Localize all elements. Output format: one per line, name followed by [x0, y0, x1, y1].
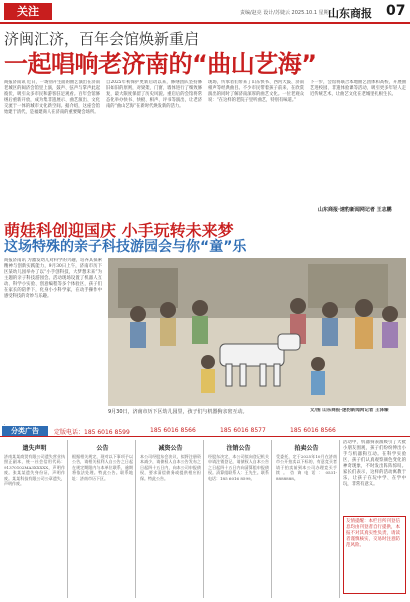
ad-title-1: 遗失声明 [22, 445, 47, 452]
story2-column-2: 活动中，机器狗表演吸引了大批小朋友围观，孩子们纷纷伸出小手与机器狗互动。在科学实验区，孩子们认真观察颜色变化的神奇现象，不时发出阵阵惊叹。家长们表示，这样的活动寓教于乐，让孩子在玩中学、在学中玩，非常有意义。 [343, 440, 406, 487]
story2-column-1: 商报济南讯 为激发幼儿对科学的兴趣，培养其探索精神与创新实践能力，9月30日上午，济南市历下区某幼儿园举办了以“小手创科技，大梦想未来”为主题的亲子科技游园会。活动现场设置了机器人互动、科学小实验、创意编程等多个体验区，孩子们在家长的陪伴下，化身小小科学家，在动手操作中感受科技的奇妙与乐趣。 [4, 258, 102, 299]
page-number: 07 [386, 3, 406, 19]
story2-byline: 文/图 山东商报·速豹新闻网记者 王泽臻 [310, 408, 389, 413]
ad-column-2 [70, 440, 136, 598]
ads-phone-4: 185 6016 8566 [290, 427, 336, 434]
story2-headline: 这场特殊的亲子科技游园会与你“童”乐 [4, 239, 247, 255]
ad-column-5 [274, 440, 340, 598]
story2-column-3 [4, 424, 5, 425]
story2-column-3-anchor [310, 258, 311, 259]
ad-text-5: 受委托，定于2025年10月在济南市公开拍卖以下标的，有意竞买者请于拍卖前到本公司办理竞买手续。咨询电话：0531-8888888。 [276, 454, 337, 481]
ad-column-3 [138, 440, 204, 598]
photo-caption: 9月30日，济南市历下区幼儿园里，孩子们与机器狗亲密互动。 [108, 409, 248, 415]
ad-title-5: 拍卖公告 [294, 445, 319, 452]
section-label: 关注 [4, 3, 52, 20]
ads-phone-2: 185 6016 8566 [150, 427, 196, 434]
children-robot-dog-photo [108, 258, 406, 406]
ad-column-4 [206, 440, 272, 598]
story1-headline: 一起唱响老济南的“曲山艺海” [4, 50, 317, 78]
ads-tag: 分类广告 [2, 426, 48, 436]
ad-title-3: 减资公告 [158, 445, 183, 452]
story1-column-2: 自2025年初保护更新启动以来，修缮团队坚持修旧如旧的原则，对梁架、门窗、墙体进行了细致修复，最大限度保留了历史风貌。重启后的会馆将常态化举办快书、快板、相声、评书等演出，让老济南的“曲山艺海”在新时代焕发新的活力。 [106, 80, 202, 109]
ad-title-2: 公告 [96, 445, 109, 452]
page-header [0, 0, 410, 24]
story1-column-3: 现场，传承者们带来了山东快书、西河大鼓、济南相声等经典曲目。不少市民带着孩子前来，在欣赏演出的同时了解济南深厚的曲艺文化。一位老观众说：“在这样的老院子里听曲艺，特别有味道。” [208, 80, 304, 103]
story1-byline: 山东商报·速豹新闻网记者 王志鹏 [318, 207, 392, 213]
ad-text-4: 经股东决定，本公司拟向登记机关申请注销登记，请债权人自本公告之日起四十五日内向清算组申报债权。清算组联系人：王先生。联系电话：185 6016 8599。 [208, 454, 269, 481]
editor-meta: 责编/赵亮 设计/苏婕云 2025.10.1 星期三 [240, 10, 334, 16]
story2-byline-block [310, 408, 406, 422]
ads-bar [0, 426, 410, 436]
ads-divider [0, 436, 410, 437]
ad-text-2: 根据相关规定，现对以下事项予以公告，请相关权利人自公告之日起在规定期限内与本单位联系，逾期将依法处理。特此公告。联系地址：济南市历下区。 [72, 454, 133, 481]
news-photo [108, 258, 406, 406]
ad-text-1: 济南某某商贸有限公司遗失营业执照正副本，统一社会信用代码：91370102MA3XXXXX，声明作废。张某某遗失身份证，声明作废。某某科技有限公司公章遗失，声明作废。 [4, 454, 65, 487]
newspaper-name: 山东商报 [328, 7, 372, 20]
ads-phone-3: 185 6016 8577 [220, 427, 266, 434]
ad-text-3: 本公司经股东会决议，拟将注册资本减少，请债权人自本公告发布之日起四十五日内，向本公司申报债权，要求清偿债务或提供相应担保。特此公告。 [140, 454, 201, 481]
ads-phone-1: 定版电话：185 6016 8599 [54, 429, 130, 436]
ad-column-1 [2, 440, 68, 598]
story1-column-4: 下一步，会馆将联合本地曲艺团体和高校，开展曲艺进校园、非遗体验课等活动，吸引更多年轻人走近传统艺术，让曲艺文化在老城里扎根生长。 [310, 80, 406, 97]
ads-notice: 友情提醒：本栏目所刊登信息均由刊登者自行提供，本报不对其真实性负责，请读者谨慎核实，交易时注意防范风险。 [343, 516, 406, 594]
story1-column-1: 商报济南讯 近日，一场别开生面的曲艺演出在济南老城区的闽济会馆里上演，鼓声、弦声与掌声此起彼伏，吸引众多市民和游客驻足观看。百年会馆修缮后重新开放，成为集非遗展示、曲艺演出、文化交流于一体的城市文化新空间。据介绍，这座会馆始建于清代，是福建商人在济南的重要聚会场所。 [4, 80, 100, 115]
ad-title-4: 注销公告 [226, 445, 251, 452]
story1-kicker: 济闽汇济，百年会馆焕新重启 [4, 30, 200, 48]
story2-kicker: 萌娃科创迎国庆 小手玩转未来梦 [4, 221, 234, 240]
